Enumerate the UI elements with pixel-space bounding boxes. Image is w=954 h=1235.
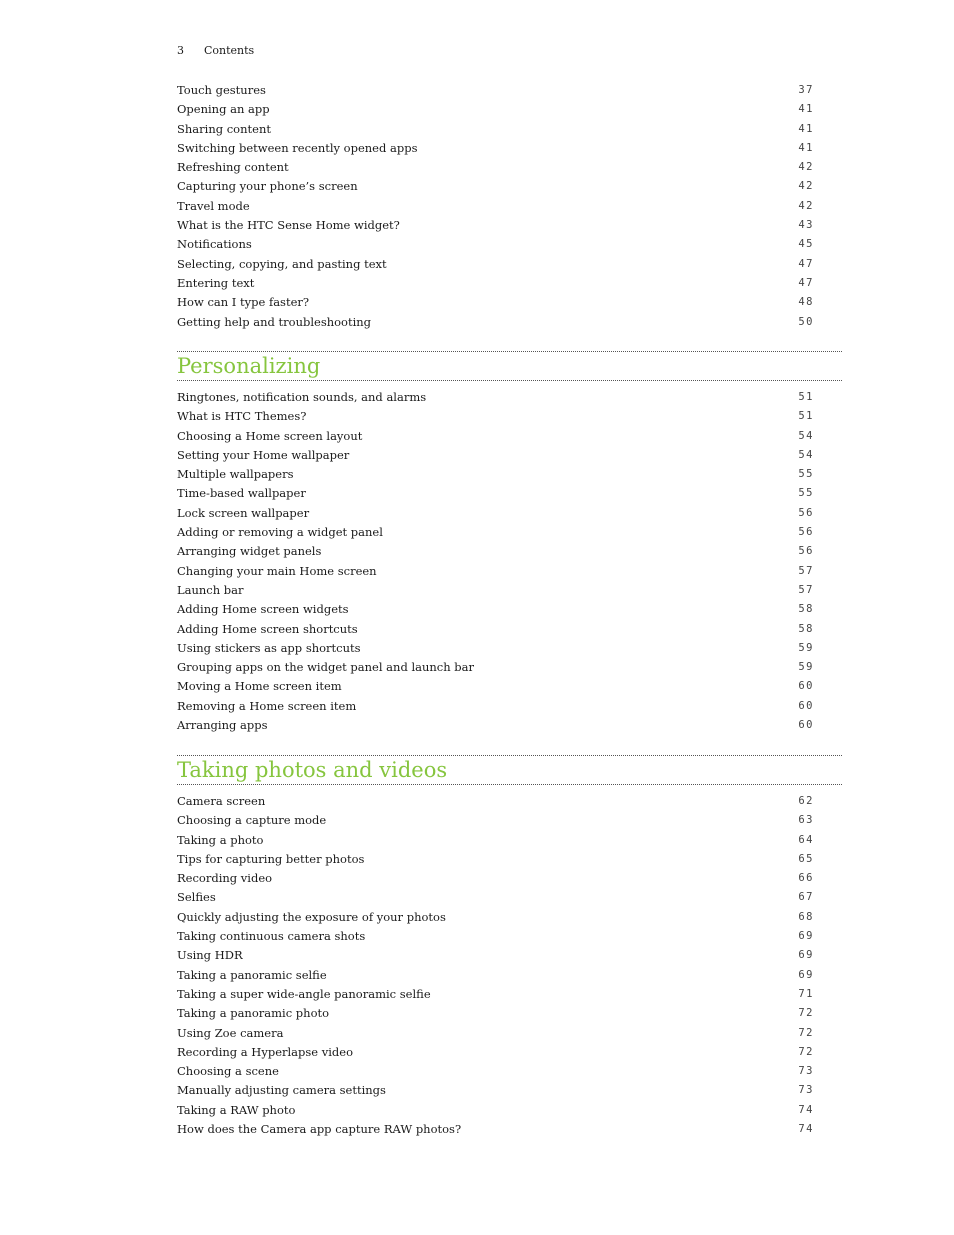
toc-entry-page-number: 58 [798,603,814,616]
toc-entry-page-number: 62 [798,795,814,807]
toc-entry-page-number: 73 [798,1065,814,1078]
toc-entry-page-number: 59 [798,661,814,674]
toc-entry-title[interactable]: Adding Home screen widgets [177,602,349,617]
toc-entry-title[interactable]: Taking a panoramic selfie [177,967,327,982]
toc-entry[interactable] [177,197,842,216]
toc-entry-title[interactable]: Taking a panoramic photo [177,1006,330,1021]
section-heading-personalizing [177,351,842,381]
toc-entry[interactable] [177,562,842,581]
toc-entry-page-number: 41 [798,103,814,116]
toc-entry[interactable] [177,620,842,639]
toc-photos-videos-list [177,792,842,1139]
toc-entry-title[interactable]: Choosing a Home screen layout [177,428,363,443]
toc-entry[interactable] [177,792,842,811]
toc-entry-title[interactable]: Time-based wallpaper [177,486,306,501]
toc-entry-page-number: 37 [798,84,814,96]
toc-entry[interactable] [177,946,842,965]
section-title: Personalizing [177,354,321,378]
toc-entry-page-number: 50 [798,315,814,328]
toc-entry[interactable] [177,120,842,139]
toc-entry[interactable] [177,388,842,407]
toc-entry-page-number: 41 [798,141,814,154]
toc-entry-page-number: 68 [798,910,814,923]
toc-entry-title[interactable]: Adding Home screen shortcuts [177,621,358,636]
toc-entry-page-number: 42 [798,161,814,174]
toc-entry-title[interactable]: Travel mode [177,198,250,213]
toc-entry[interactable] [177,1120,842,1139]
toc-entry-page-number: 65 [798,852,814,865]
toc-entry[interactable] [177,313,842,332]
toc-entry-page-number: 55 [798,487,814,500]
toc-entry[interactable] [177,255,842,274]
toc-intro-list [177,81,842,332]
toc-entry[interactable] [177,158,842,177]
toc-entry[interactable] [177,465,842,484]
section-title: Taking photos and videos [177,758,448,782]
toc-entry-page-number: 71 [798,987,814,1000]
toc-entry-title[interactable]: Arranging apps [177,718,268,733]
toc-entry[interactable] [177,677,842,696]
toc-entry-title[interactable]: Getting help and troubleshooting [177,314,372,329]
toc-entry[interactable] [177,697,842,716]
toc-entry-title[interactable]: Recording video [177,871,273,886]
toc-entry[interactable] [177,966,842,985]
toc-entry-page-number: 66 [798,872,814,885]
toc-entry-page-number: 42 [798,180,814,193]
header-title: Contents [204,44,255,57]
toc-entry-page-number: 67 [798,891,814,904]
toc-entry-page-number: 57 [798,583,814,596]
toc-entry-page-number: 56 [798,506,814,519]
toc-entry-page-number: 51 [798,410,814,423]
toc-entry-title[interactable]: Removing a Home screen item [177,698,357,713]
toc-entry-page-number: 72 [798,1026,814,1039]
toc-entry-page-number: 69 [798,949,814,962]
toc-entry[interactable] [177,1101,842,1120]
toc-entry[interactable] [177,504,842,523]
toc-entry[interactable] [177,869,842,888]
toc-entry[interactable] [177,235,842,254]
toc-entry-page-number: 74 [798,1123,814,1136]
toc-entry-title[interactable]: Entering text [177,275,255,290]
toc-entry[interactable] [177,1004,842,1023]
toc-entry-title[interactable]: Touch gestures [177,83,266,97]
toc-entry-title[interactable]: Tips for capturing better photos [177,851,365,866]
toc-entry[interactable] [177,600,842,619]
page-header [177,44,254,57]
toc-entry-title[interactable]: Taking a photo [177,832,264,847]
toc-entry[interactable] [177,927,842,946]
toc-entry-page-number: 56 [798,545,814,558]
toc-entry-page-number: 69 [798,968,814,981]
toc-entry-title[interactable]: Selecting, copying, and pasting text [177,256,387,271]
toc-entry-page-number: 72 [798,1045,814,1058]
toc-entry[interactable] [177,888,842,907]
toc-entry-title[interactable]: Opening an app [177,102,270,117]
toc-entry-title[interactable]: Manually adjusting camera settings [177,1083,386,1098]
toc-entry-page-number: 42 [798,199,814,212]
toc-entry-page-number: 69 [798,930,814,943]
toc-entry[interactable] [177,639,842,658]
toc-entry-page-number: 63 [798,814,814,827]
toc-entry-title[interactable]: Notifications [177,237,252,252]
toc-entry-title[interactable]: Using stickers as app shortcuts [177,640,361,655]
toc-entry-title[interactable]: Taking continuous camera shots [177,929,366,944]
toc-entry[interactable] [177,1062,842,1081]
toc-entry-title[interactable]: Lock screen wallpaper [177,505,310,520]
toc-entry[interactable] [177,484,842,503]
toc-entry-page-number: 59 [798,641,814,654]
toc-entry-page-number: 43 [798,219,814,232]
toc-entry-page-number: 51 [798,391,814,403]
toc-personalizing-list [177,388,842,735]
toc-entry-page-number: 45 [798,238,814,251]
toc-entry-page-number: 47 [798,257,814,270]
toc-entry-title[interactable]: Sharing content [177,121,271,136]
toc-entry[interactable] [177,658,842,677]
toc-entry-title[interactable]: Switching between recently opened apps [177,140,418,155]
toc-entry-title[interactable]: Camera screen [177,794,266,808]
toc-entry-title[interactable]: Choosing a scene [177,1064,279,1079]
toc-entry[interactable] [177,1081,842,1100]
toc-entry-title[interactable]: Changing your main Home screen [177,563,377,578]
toc-entry-page-number: 41 [798,122,814,135]
toc-entry-page-number: 55 [798,468,814,481]
toc-entry[interactable] [177,716,842,735]
toc-entry-page-number: 57 [798,564,814,577]
toc-entry-page-number: 54 [798,429,814,442]
toc-entry-title[interactable]: Choosing a capture mode [177,813,327,828]
toc-entry-title[interactable]: Launch bar [177,582,244,597]
toc-entry-page-number: 58 [798,622,814,635]
toc-entry-page-number: 72 [798,1007,814,1020]
toc-entry[interactable] [177,293,842,312]
toc-entry-page-number: 56 [798,526,814,539]
toc-entry-title[interactable]: Taking a RAW photo [177,1102,296,1117]
toc-entry[interactable] [177,177,842,196]
toc-entry[interactable] [177,831,842,850]
toc-entry-page-number: 60 [798,680,814,693]
page-number: 3 [177,44,184,57]
toc-entry-title[interactable]: Multiple wallpapers [177,467,294,482]
toc-entry[interactable] [177,139,842,158]
toc-entry-title[interactable]: Setting your Home wallpaper [177,447,350,462]
toc-entry[interactable] [177,908,842,927]
toc-entry[interactable] [177,811,842,830]
toc-entry[interactable] [177,1043,842,1062]
toc-entry[interactable] [177,446,842,465]
toc-entry-title[interactable]: Using HDR [177,948,243,963]
toc-entry-title[interactable]: Capturing your phone’s screen [177,179,358,194]
toc-entry-title[interactable]: Grouping apps on the widget panel and launch bar [177,660,475,675]
toc-entry-title[interactable]: Quickly adjusting the exposure of your photos [177,909,446,924]
toc-entry-page-number: 60 [798,699,814,712]
toc-entry-title[interactable]: Recording a Hyperlapse video [177,1044,354,1059]
toc-entry-title[interactable]: How can I type faster? [177,295,310,310]
toc-entry[interactable] [177,100,842,119]
toc-entry-title[interactable]: Moving a Home screen item [177,679,342,694]
toc-entry-title[interactable]: Ringtones, notification sounds, and alarms [177,390,427,404]
toc-entry-title[interactable]: Adding or removing a widget panel [177,525,383,540]
toc-entry-title[interactable]: Taking a super wide-angle panoramic selfie [177,986,431,1001]
toc-entry-page-number: 54 [798,448,814,461]
toc-entry-page-number: 60 [798,719,814,732]
toc-entry[interactable] [177,81,842,100]
toc-entry-page-number: 48 [798,296,814,309]
toc-entry-page-number: 47 [798,276,814,289]
toc-entry[interactable] [177,581,842,600]
toc-entry-title[interactable]: What is HTC Themes? [177,409,307,424]
toc-entry[interactable] [177,427,842,446]
toc-entry[interactable] [177,274,842,293]
toc-entry-title[interactable]: What is the HTC Sense Home widget? [177,218,400,233]
toc-entry[interactable] [177,523,842,542]
toc-entry-title[interactable]: How does the Camera app capture RAW photos? [177,1122,462,1137]
toc-entry[interactable] [177,985,842,1004]
toc-entry-page-number: 64 [798,833,814,846]
toc-entry[interactable] [177,216,842,235]
toc-entry[interactable] [177,1024,842,1043]
toc-entry-page-number: 74 [798,1103,814,1116]
toc-entry-page-number: 73 [798,1084,814,1097]
toc-entry-title[interactable]: Using Zoe camera [177,1025,284,1040]
toc-entry[interactable] [177,542,842,561]
toc-entry-title[interactable]: Arranging widget panels [177,544,322,559]
toc-entry-title[interactable]: Refreshing content [177,160,289,175]
toc-entry[interactable] [177,407,842,426]
toc-entry[interactable] [177,850,842,869]
section-heading-photos-videos [177,755,842,785]
toc-entry-title[interactable]: Selfies [177,890,216,905]
